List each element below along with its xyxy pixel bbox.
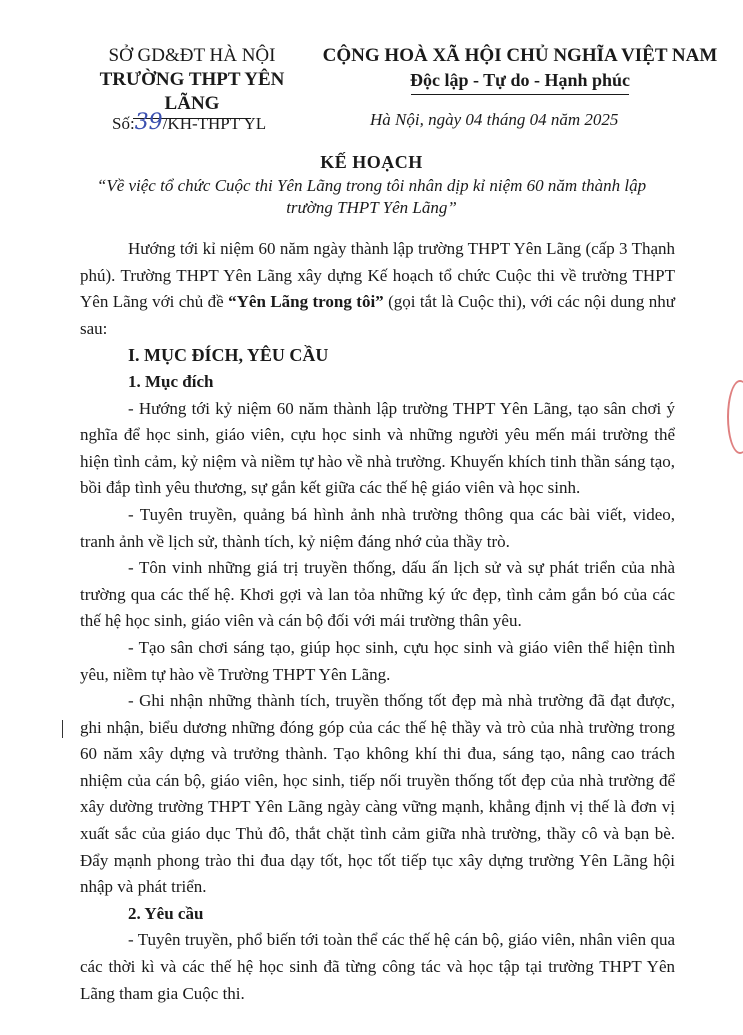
dateline: Hà Nội, ngày 04 tháng 04 năm 2025 <box>370 110 619 129</box>
document-title: KẾ HOẠCH <box>320 152 423 172</box>
contest-theme: “Yên Lãng trong tôi” <box>228 292 384 312</box>
subsection-requirements: 2. Yêu cầu <box>128 903 204 923</box>
issuer-school: TRƯỜNG THPT YÊN LÃNG <box>99 69 285 114</box>
national-heading <box>320 44 720 95</box>
document-subtitle: “Về việc tổ chức Cuộc thi Yên Lãng trong tôi nhân dịp kỉ niệm 60 năm thành lập trường THPT Yên Lãng” <box>96 176 647 217</box>
purpose-item: - Tuyên truyền, quảng bá hình ảnh nhà trường thông qua các bài viết, video, tranh ảnh về lịch sử, thành tích, kỷ niệm đáng nhớ của thầy trò. <box>80 504 675 551</box>
seal-stamp-edge <box>727 380 743 454</box>
intro-text-end: (gọi tắt là Cuộc thi), với các nội dung như sau: <box>80 292 675 338</box>
document-body <box>80 236 675 1007</box>
motto-underline <box>411 94 629 95</box>
subsection-purpose: 1. Mục đích <box>128 371 214 391</box>
issuer-block <box>72 44 312 119</box>
doc-number-prefix: Số: <box>112 114 135 133</box>
doc-number-suffix: /KH-THPT YL <box>162 114 267 133</box>
requirement-item: - Tuyên truyền, phổ biến tới toàn thể các thế hệ cán bộ, giáo viên, nhân viên qua các thời kì và các thế hệ học sinh đã từng công tác và học tập tại trường THPT Yên Lãng tham gia Cuộc thi. <box>80 930 675 1003</box>
intro-paragraph <box>80 236 675 342</box>
national-motto: Độc lập - Tự do - Hạnh phúc <box>409 70 631 90</box>
issuer-org: SỞ GD&ĐT HÀ NỘI <box>108 45 276 66</box>
doc-number-handwritten: 39 <box>134 110 163 135</box>
purpose-item: - Ghi nhận những thành tích, truyền thống tốt đẹp mà nhà trường đã đạt được, ghi nhận, biểu dương những đóng góp của các thế hệ thầy và trò của nhà trường trong 60 năm xây dựng và trưởng thành. Tạo không khí thi đua, sáng tạo, nâng cao trách nhiệm của cán bộ, giáo viên, học sinh, tiếp nối truyền thống tốt đẹp của nhà trường để xây dường trường THPT Yên Lãng ngày càng vững mạnh, khẳng định vị thế là đơn vị xuất sắc của giáo dục Thủ đô, thắt chặt tình cảm giữa nhà trường, thầy cô và bạn bè. Đẩy mạnh phong trào thi đua dạy tốt, học tốt tiếp tục xây dựng trường Yên Lãng hội nhập và phát triển. <box>80 691 675 897</box>
margin-mark <box>62 720 63 738</box>
section-heading: I. MỤC ĐÍCH, YÊU CẦU <box>128 345 329 366</box>
purpose-item: - Tôn vinh những giá trị truyền thống, dấu ấn lịch sử và sự phát triển của nhà trường qua các thế hệ. Khơi gợi và lan tỏa những ký ức đẹp, tình cảm gắn bó của các thế hệ học sinh, giáo viên và cán bộ đối với mái trường thân yêu. <box>80 558 675 631</box>
country-name: CỘNG HOÀ XÃ HỘI CHỦ NGHĨA VIỆT NAM <box>322 45 718 66</box>
document-number <box>112 110 266 135</box>
purpose-item: - Hướng tới kỷ niệm 60 năm thành lập trường THPT Yên Lãng, tạo sân chơi ý nghĩa để học sinh, giáo viên, cựu học sinh và những người yêu mến mái trường thể hiện tình cảm, kỷ niệm và niềm tự hào về nhà trường. Khuyến khích tinh thần sáng tạo, bồi đắp tình yêu thương, sự gắn kết giữa các thế hệ giáo viên và học sinh. <box>80 398 675 498</box>
purpose-item: - Tạo sân chơi sáng tạo, giúp học sinh, cựu học sinh và giáo viên thể hiện tình yêu, niềm tự hào về Trường THPT Yên Lãng. <box>80 637 675 684</box>
intro-text: Hướng tới kỉ niệm 60 năm ngày thành lập trường THPT Yên Lãng (cấp 3 Thạnh phú). Trường THPT Yên Lãng xây dựng Kế hoạch tổ chức Cuộc thi về trường THPT Yên Lãng với chủ đề <box>80 239 675 312</box>
